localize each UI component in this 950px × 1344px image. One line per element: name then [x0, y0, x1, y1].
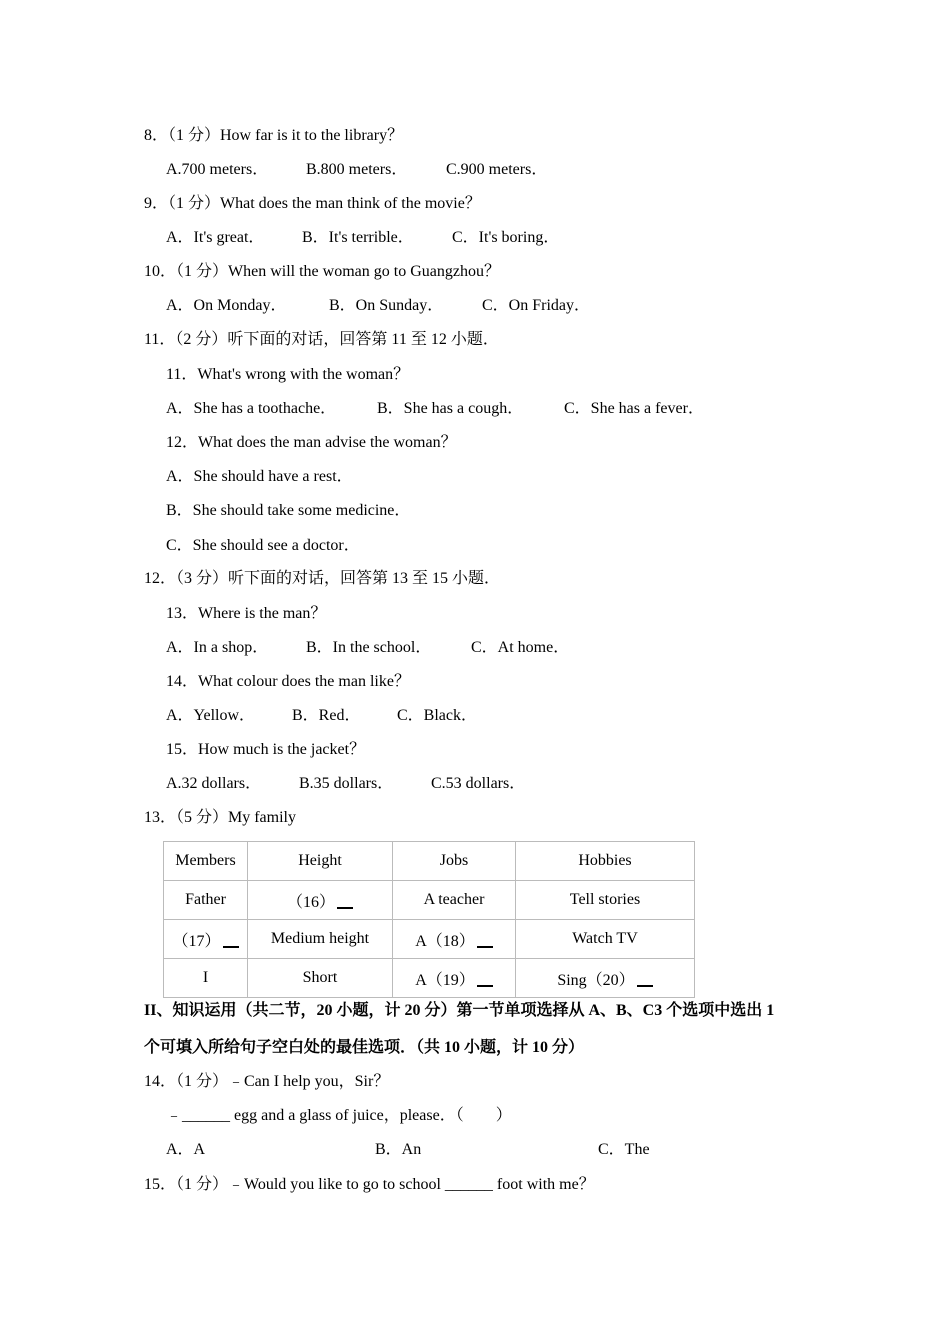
- q10-option-a: A．On Monday．: [166, 297, 287, 314]
- table-row: [164, 959, 695, 998]
- sub-question-13: 13．Where is the man？: [166, 605, 327, 622]
- cell-medium-height: Medium height: [248, 920, 393, 959]
- family-table: [163, 841, 695, 998]
- q8-option-b: B.800 meters．: [306, 161, 408, 178]
- table-row: [164, 881, 695, 920]
- q9-option-c: C．It's boring．: [452, 229, 560, 246]
- cell-i: I: [164, 959, 248, 998]
- sub11-option-a: A．She has a toothache．: [166, 400, 337, 417]
- sub11-option-c: C．She has a fever．: [564, 400, 704, 417]
- sub15-option-b: B.35 dollars．: [299, 775, 394, 792]
- question-14-line-2: ﹣______ egg and a glass of juice，please．（ ）: [166, 1107, 512, 1124]
- sub13-option-a: A．In a shop．: [166, 639, 269, 656]
- section-2-heading-line-1: II、知识运用（共二节，20 小题，计 20 分）第一节单项选择从 A、B、C3 个选项中选出 1: [144, 1002, 775, 1019]
- cell-blank-18: [393, 920, 516, 959]
- q9-option-b: B．It's terrible．: [302, 229, 414, 246]
- header-hobbies: Hobbies: [516, 842, 695, 881]
- q8-option-a: A.700 meters．: [166, 161, 269, 178]
- cell-watch-tv: Watch TV: [516, 920, 695, 959]
- header-members: Members: [164, 842, 248, 881]
- header-height: Height: [248, 842, 393, 881]
- sub15-option-a: A.32 dollars．: [166, 775, 262, 792]
- blank-16-label: （16）: [286, 893, 335, 911]
- table-row: [164, 920, 695, 959]
- cell-blank-16: [248, 881, 393, 920]
- q14-option-c: C．The: [598, 1141, 650, 1158]
- cell-blank-20: [516, 959, 695, 998]
- sub11-option-b: B．She has a cough．: [377, 400, 524, 417]
- sub14-option-b: B．Red．: [292, 707, 361, 724]
- sub-question-12: 12．What does the man advise the woman？: [166, 434, 457, 451]
- sub13-option-c: C．At home．: [471, 639, 570, 656]
- cell-father-hobby: Tell stories: [516, 881, 695, 920]
- sub13-option-b: B．In the school．: [306, 639, 432, 656]
- q14-option-a: A．A: [166, 1141, 206, 1158]
- sub-question-15: 15．How much is the jacket？: [166, 741, 366, 758]
- blank-18-label: A（18）: [415, 932, 475, 950]
- sub12-option-b: B．She should take some medicine．: [166, 502, 411, 519]
- blank-20-label: Sing（20）: [557, 971, 635, 989]
- q8-option-c: C.900 meters．: [446, 161, 548, 178]
- cell-father-job: A teacher: [393, 881, 516, 920]
- question-13-stem: 13．（5 分）My family: [144, 809, 296, 826]
- sub14-option-c: C．Black．: [397, 707, 477, 724]
- question-8-stem: 8．（1 分）How far is it to the library？: [144, 127, 404, 144]
- sub14-option-a: A．Yellow．: [166, 707, 256, 724]
- q9-option-a: A．It's great．: [166, 229, 265, 246]
- blank-20-line[interactable]: [637, 971, 653, 987]
- question-12-stem: 12．（3 分）听下面的对话，回答第 13 至 15 小题．: [144, 570, 501, 587]
- sub15-option-c: C.53 dollars．: [431, 775, 526, 792]
- blank-17-label: （17）: [172, 932, 221, 950]
- blank-19-label: A（19）: [415, 971, 475, 989]
- question-10-stem: 10．（1 分）When will the woman go to Guangzhou？: [144, 263, 500, 280]
- sub12-option-a: A．She should have a rest．: [166, 468, 353, 485]
- table-header-row: [164, 842, 695, 881]
- header-jobs: Jobs: [393, 842, 516, 881]
- sub-question-11: 11．What's wrong with the woman？: [166, 366, 410, 383]
- cell-short: Short: [248, 959, 393, 998]
- blank-19-line[interactable]: [477, 971, 493, 987]
- blank-18-line[interactable]: [477, 932, 493, 948]
- cell-blank-19: [393, 959, 516, 998]
- sub12-option-c: C．She should see a doctor．: [166, 537, 360, 554]
- q10-option-b: B．On Sunday．: [329, 297, 444, 314]
- question-11-stem: 11．（2 分）听下面的对话，回答第 11 至 12 小题．: [144, 331, 499, 348]
- question-14-stem: 14．（1 分）﹣Can I help you，Sir？: [144, 1073, 390, 1090]
- blank-16-line[interactable]: [337, 893, 353, 909]
- question-15-stem: 15．（1 分）﹣Would you like to go to school ______ foot with me？: [144, 1176, 595, 1193]
- sub-question-14: 14．What colour does the man like？: [166, 673, 410, 690]
- q10-option-c: C．On Friday．: [482, 297, 591, 314]
- section-2-heading-line-2: 个可填入所给句子空白处的最佳选项．（共 10 小题，计 10 分）: [144, 1039, 585, 1056]
- blank-17-line[interactable]: [223, 932, 239, 948]
- cell-father: Father: [164, 881, 248, 920]
- question-9-stem: 9．（1 分）What does the man think of the movie？: [144, 195, 481, 212]
- q14-option-b: B．An: [375, 1141, 422, 1158]
- cell-blank-17: [164, 920, 248, 959]
